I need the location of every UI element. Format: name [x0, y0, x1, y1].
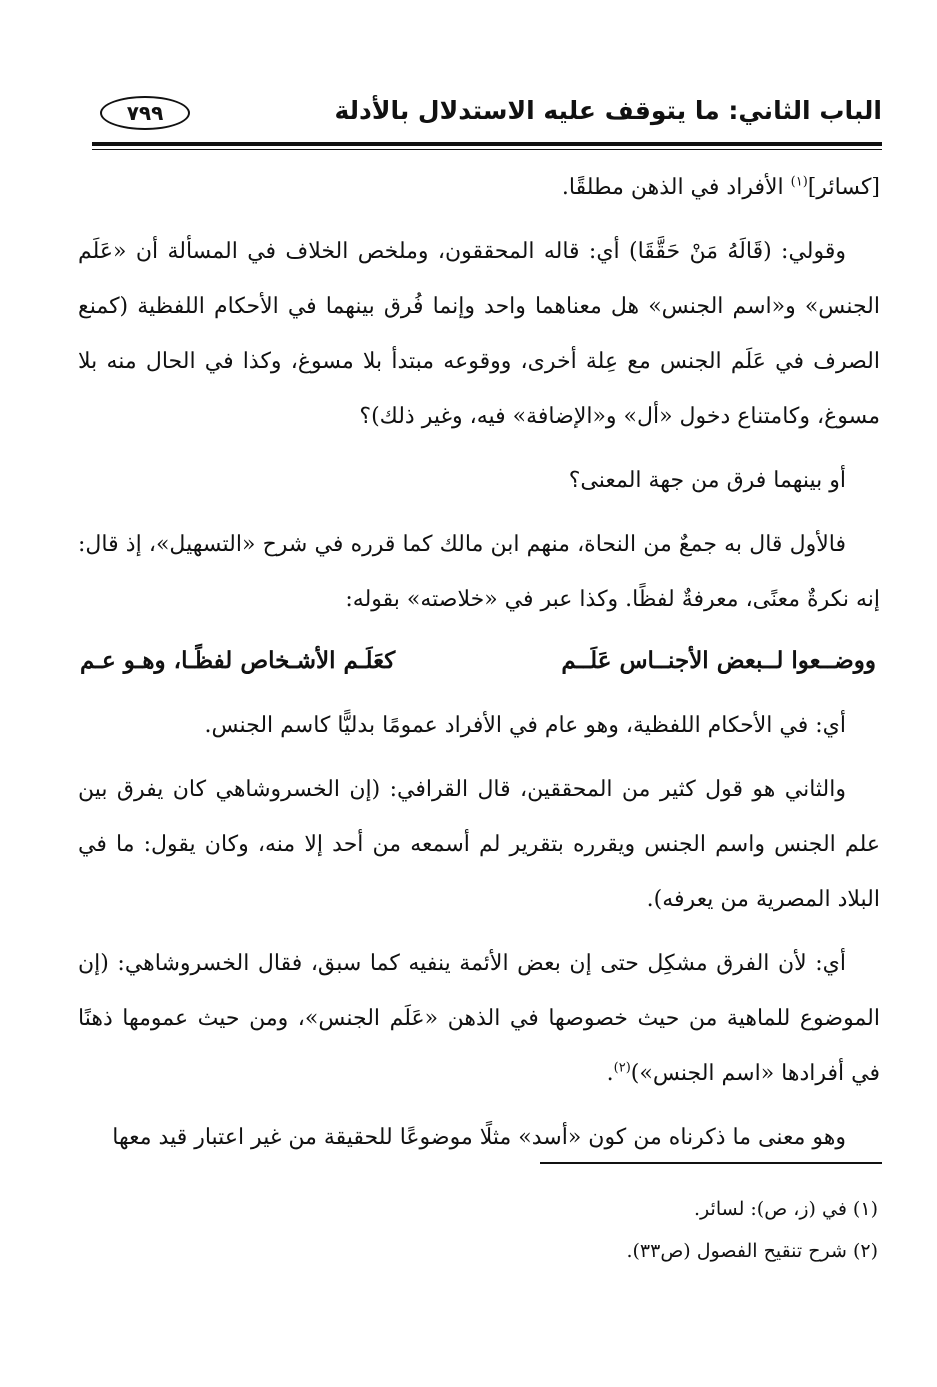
verse-first-hemistich: ووضــعوا لــبعض الأجنــاس عَلَــم — [561, 647, 876, 674]
footnote-ref-2: (٢) — [613, 1060, 631, 1076]
verse-second-hemistich: كعَلَـم الأشـخاص لفظًـا، وهـو عـم — [80, 647, 396, 674]
paragraph-8: وهو معنى ما ذكرناه من كون «أسد» مثلًا موضوعًا للحقيقة من غير اعتبار قيد معها — [112, 1125, 846, 1150]
paragraph-2: وقولي: (قَالَهُ مَنْ حَقَّقَا) أي: قاله المحققون، وملخص الخلاف في المسألة أن «عَلَم الجنس» و«اسم الجنس» هل معناهما واحد وإنما فُرق بينهما في الأحكام اللفظية (كمنع الصرف في عَلَم الجنس مع عِلة أخرى، ووقوعه مبتدأ بلا مسوغ، وكذا في الحال منه بلا مسوغ، وكامتناع دخول «أل» و«الإضافة» فيه، وغير ذلك)؟ — [78, 239, 880, 429]
chapter-title: الباب الثاني: ما يتوقف عليه الاستدلال بالأدلة — [334, 96, 882, 125]
footnote-2: (٢) شرح تنقيح الفصول (ص٣٣). — [626, 1240, 878, 1262]
footnotes — [92, 1188, 878, 1272]
paragraph-5: أي: في الأحكام اللفظية، وهو عام في الأفراد عمومًا بدليًّا كاسم الجنس. — [204, 713, 846, 738]
paragraph-1-rest: الأفراد في الذهن مطلقًا. — [561, 175, 791, 200]
main-text — [78, 160, 880, 1174]
footnote-1: (١) في (ز، ص): لسائر. — [694, 1198, 878, 1220]
paragraph-1 — [78, 160, 880, 215]
paragraph-7-text: أي: لأن الفرق مشكِل حتى إن بعض الأئمة ينفيه كما سبق، فقال الخسروشاهي: (إن الموضوع للماهية من حيث خصوصها في الذهن «عَلَم الجنس»، ومن حيث عمومها ذهنًا في أفرادها «اسم الجنس») — [78, 951, 880, 1086]
page-number: ٧٩٩ — [100, 96, 190, 130]
poetry-verse — [78, 636, 880, 686]
running-header — [92, 92, 882, 140]
paragraph-3: أو بينهما فرق من جهة المعنى؟ — [568, 468, 846, 493]
paragraph-7 — [78, 936, 880, 1101]
footnote-separator — [540, 1162, 882, 1164]
footnote-ref-1: (١) — [790, 174, 808, 190]
paragraph-6: والثاني هو قول كثير من المحققين، قال القرافي: (إن الخسروشاهي كان يفرق بين علم الجنس واسم الجنس ويقرره بتقرير لم أسمعه من أحد إلا منه، وكان يقول: ما في البلاد المصرية من يعرفه). — [78, 777, 880, 912]
paragraph-4: فالأول قال به جمعٌ من النحاة، منهم ابن مالك كما قرره في شرح «التسهيل»، إذ قال: إنه نكرةٌ معنًى، معرفةٌ لفظًا. وكذا عبر في «خلاصته» بقوله: — [78, 532, 880, 612]
header-rule-thick — [92, 142, 882, 146]
bracket-word: [كسائر] — [807, 175, 880, 200]
paragraph-7-end: . — [606, 1061, 614, 1086]
header-rule-thin — [92, 149, 882, 150]
